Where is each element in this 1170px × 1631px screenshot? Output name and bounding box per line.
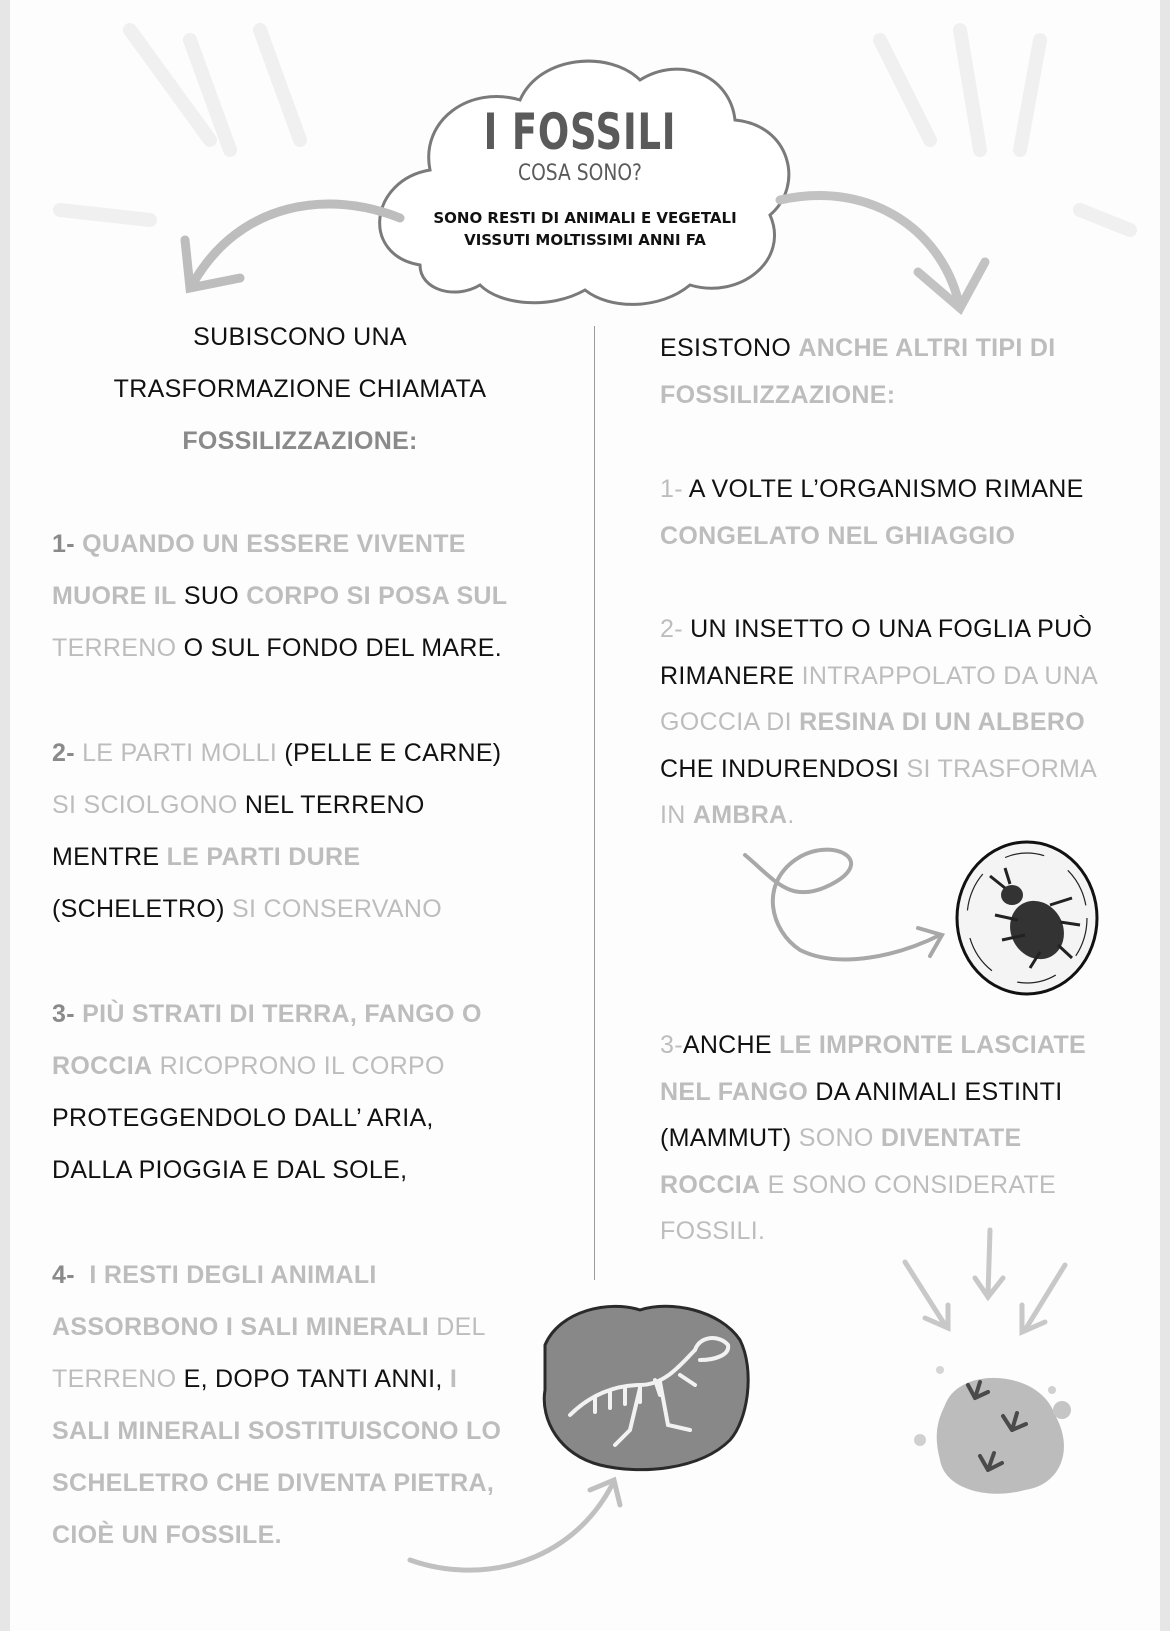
type-2-text-i: AMBRA xyxy=(692,801,788,829)
type-2-text-a: UN INSETTO O UNA FOGLIA PUÒ xyxy=(690,615,1093,643)
step-4-text-g: SALI MINERALI SOSTITUISCONO LO xyxy=(52,1417,502,1445)
step-1-text-b: MUORE IL xyxy=(52,582,177,610)
type-3-text-d: DA ANIMALI ESTINTI xyxy=(815,1077,1063,1106)
type-2-text-g: SI TRASFORMA xyxy=(906,754,1098,783)
step-1 xyxy=(52,518,572,674)
step-2-text-g: (SCHELETRO) xyxy=(52,895,225,923)
type-1-number: 1- xyxy=(660,475,683,503)
step-3-text-e: DALLA PIOGGIA E DAL SOLE, xyxy=(52,1156,408,1184)
amber-beetle-icon xyxy=(957,842,1097,994)
right-intro-text-c: FOSSILIZZAZIONE: xyxy=(660,380,896,409)
step-4 xyxy=(52,1249,572,1561)
step-1-text-c: SUO xyxy=(183,582,239,610)
type-2-text-h: IN xyxy=(660,801,686,829)
step-1-text-d: CORPO SI POSA SUL xyxy=(246,582,508,610)
step-2-text-h: SI CONSERVANO xyxy=(232,895,442,923)
type-2-text-f: CHE INDURENDOSI xyxy=(660,754,900,783)
left-intro xyxy=(60,311,540,467)
left-intro-line-3: FOSSILIZZAZIONE: xyxy=(182,427,418,455)
definition-text xyxy=(420,207,750,251)
step-4-number: 4- xyxy=(52,1261,75,1289)
type-3-text-i: E SONO CONSIDERATE xyxy=(767,1170,1056,1199)
column-divider xyxy=(594,326,595,1280)
definition-line-1: SONO RESTI DI ANIMALI E VEGETALI xyxy=(433,209,737,227)
step-1-text-f: O SUL FONDO DEL MARE. xyxy=(183,634,502,662)
step-4-text-d: TERRENO xyxy=(52,1365,177,1393)
type-2-text-d: GOCCIA DI xyxy=(660,708,792,736)
left-intro-line-2: TRASFORMAZIONE CHIAMATA xyxy=(113,375,487,403)
type-2-number: 2- xyxy=(660,615,683,643)
type-3-text-g: DIVENTATE xyxy=(880,1124,1022,1152)
type-3-text-j: FOSSILI. xyxy=(660,1217,766,1245)
type-3-text-b: LE IMPRONTE LASCIATE xyxy=(779,1031,1087,1059)
right-intro-text-a: ESISTONO xyxy=(660,334,792,362)
type-2-text-b: RIMANERE xyxy=(660,661,795,690)
type-3-text-a: ANCHE xyxy=(682,1031,772,1059)
step-2-number: 2- xyxy=(52,739,75,767)
arrow-right-icon xyxy=(780,196,985,308)
step-4-text-h: SCHELETRO CHE DIVENTA PIETRA, xyxy=(52,1469,495,1497)
step-2-text-a: LE PARTI MOLLI xyxy=(82,739,278,767)
background-strokes-right xyxy=(880,30,1130,230)
step-1-text-a: QUANDO UN ESSERE VIVENTE xyxy=(82,530,466,558)
type-3-text-c: NEL FANGO xyxy=(660,1077,809,1106)
type-1-text-a: A VOLTE L’ORGANISMO RIMANE xyxy=(688,475,1084,503)
step-3-text-d: PROTEGGENDOLO DALL’ ARIA, xyxy=(52,1104,434,1132)
type-3 xyxy=(660,1022,1155,1255)
step-1-number: 1- xyxy=(52,530,75,558)
right-intro-text-b: ANCHE ALTRI TIPI DI xyxy=(798,334,1056,362)
loop-arrow-icon xyxy=(745,850,942,960)
page-subtitle: COSA SONO? xyxy=(518,161,642,186)
type-2-text-e: RESINA DI UN ALBERO xyxy=(799,708,1085,736)
type-3-text-h: ROCCIA xyxy=(660,1170,761,1199)
type-1 xyxy=(660,466,1150,559)
step-2-text-e: MENTRE xyxy=(52,843,160,871)
type-2-text-j: . xyxy=(787,801,795,829)
step-4-text-b: ASSORBONO I SALI MINERALI xyxy=(52,1313,429,1341)
step-3-text-a: PIÙ STRATI DI TERRA, FANGO O xyxy=(82,1000,482,1028)
left-intro-line-1: SUBISCONO UNA xyxy=(193,323,407,351)
step-2-text-f: LE PARTI DURE xyxy=(166,843,361,871)
step-4-text-e: E, DOPO TANTI ANNI, xyxy=(183,1365,443,1393)
step-3 xyxy=(52,988,572,1196)
type-3-text-f: SONO xyxy=(798,1124,874,1152)
step-2-text-d: NEL TERRENO xyxy=(244,791,425,819)
type-1-text-b: CONGELATO NEL GHIAGGIO xyxy=(660,521,1016,550)
step-2-text-c: SI SCIOLGONO xyxy=(52,791,238,819)
step-2 xyxy=(52,727,572,935)
step-4-text-c: DEL xyxy=(436,1313,486,1341)
step-1-text-e: TERRENO xyxy=(52,634,177,662)
type-3-text-e: (MAMMUT) xyxy=(660,1124,792,1152)
type-3-number: 3- xyxy=(660,1031,683,1059)
step-4-text-f: I xyxy=(449,1365,458,1393)
step-3-number: 3- xyxy=(52,1000,75,1028)
step-4-text-a: I RESTI DEGLI ANIMALI xyxy=(89,1261,377,1289)
background-strokes-left xyxy=(60,30,300,220)
page-title: I FOSSILI xyxy=(483,103,677,161)
right-intro xyxy=(660,325,1140,418)
arrow-left-icon xyxy=(185,204,400,288)
definition-line-2: VISSUTI MOLTISSIMI ANNI FA xyxy=(464,231,706,249)
step-2-text-b: (PELLE E CARNE) xyxy=(284,739,502,767)
type-2 xyxy=(660,606,1155,839)
dinosaur-fossil-icon xyxy=(544,1306,748,1469)
step-3-text-c: RICOPRONO IL CORPO xyxy=(159,1052,445,1080)
type-2-text-c: INTRAPPOLATO DA UNA xyxy=(801,661,1099,690)
footprints-icon xyxy=(914,1366,1071,1494)
step-4-text-i: CIOÈ UN FOSSILE. xyxy=(52,1521,282,1549)
step-3-text-b: ROCCIA xyxy=(52,1052,153,1080)
